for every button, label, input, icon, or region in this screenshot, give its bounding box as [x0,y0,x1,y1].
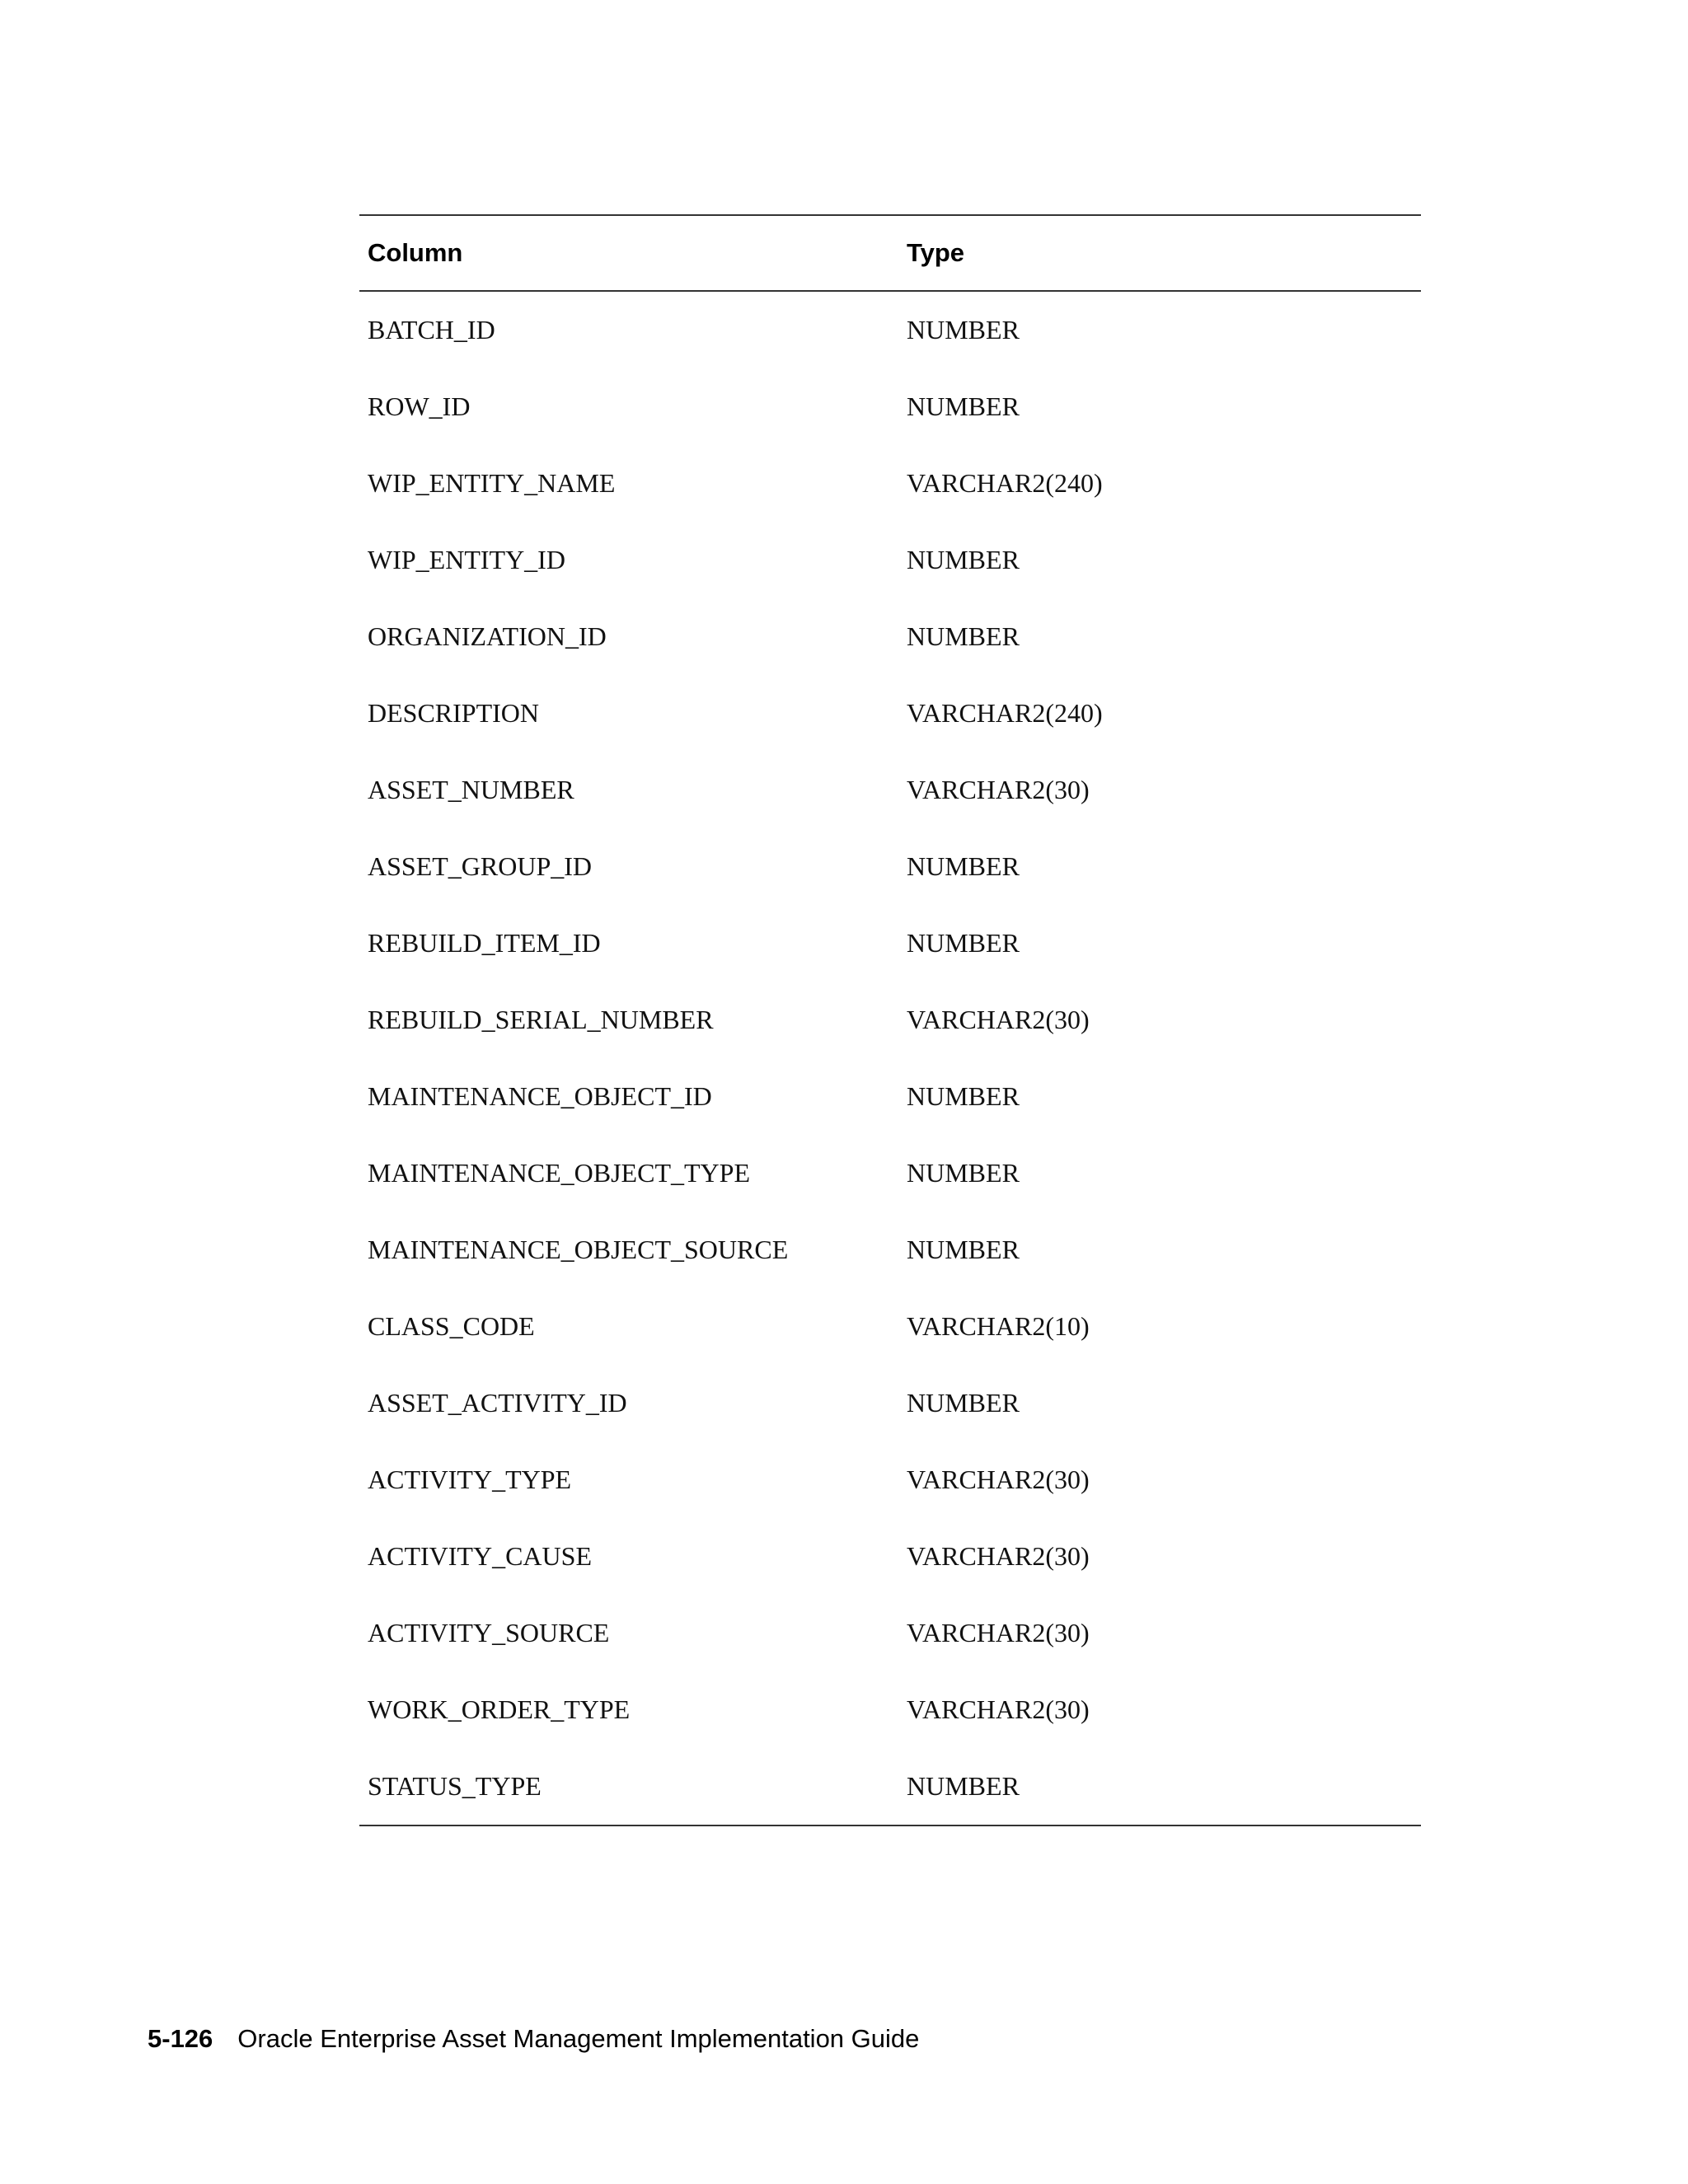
column-type-cell: NUMBER [907,1771,1020,1801]
table-row [359,828,1421,905]
column-name-cell: ASSET_NUMBER [368,775,574,804]
type-header: Type [907,238,965,267]
column-type-cell: NUMBER [907,391,1020,421]
column-name-cell: MAINTENANCE_OBJECT_TYPE [368,1158,750,1188]
table-row [359,1671,1421,1748]
table-row [359,1518,1421,1595]
table-row [359,598,1421,675]
column-type-cell: VARCHAR2(240) [907,468,1103,498]
table-row [359,1365,1421,1441]
column-name-cell: CLASS_CODE [368,1311,535,1341]
table-row [359,1058,1421,1135]
column-name-cell: WIP_ENTITY_ID [368,545,565,574]
column-type-table [359,214,1421,1826]
table-row [359,1212,1421,1288]
column-name-cell: ROW_ID [368,391,471,421]
table-row [359,445,1421,522]
column-name-cell: ACTIVITY_TYPE [368,1465,572,1494]
column-name-cell: DESCRIPTION [368,698,540,728]
table-row [359,1135,1421,1212]
column-name-cell: MAINTENANCE_OBJECT_SOURCE [368,1235,789,1264]
column-type-cell: VARCHAR2(30) [907,1618,1090,1647]
column-name-cell: WIP_ENTITY_NAME [368,468,616,498]
table-row [359,1595,1421,1671]
column-type-cell: NUMBER [907,928,1020,958]
column-name-cell: MAINTENANCE_OBJECT_ID [368,1081,712,1111]
table-row [359,291,1421,368]
table-row [359,675,1421,752]
column-name-cell: ACTIVITY_CAUSE [368,1541,592,1571]
column-name-cell: WORK_ORDER_TYPE [368,1694,631,1724]
column-type-cell: NUMBER [907,1388,1020,1418]
column-name-cell: REBUILD_SERIAL_NUMBER [368,1005,714,1034]
column-name-cell: ORGANIZATION_ID [368,621,607,651]
column-name-cell: BATCH_ID [368,315,495,344]
column-name-cell: ASSET_ACTIVITY_ID [368,1388,627,1418]
column-type-cell: NUMBER [907,621,1020,651]
column-type-cell: NUMBER [907,1235,1020,1264]
table-row [359,905,1421,982]
column-type-cell: NUMBER [907,545,1020,574]
table-row [359,1748,1421,1825]
table-header-row [359,215,1421,291]
table-row [359,1288,1421,1365]
table-row [359,522,1421,598]
column-type-cell: VARCHAR2(30) [907,1541,1090,1571]
column-name-cell: STATUS_TYPE [368,1771,542,1801]
column-type-cell: NUMBER [907,315,1020,344]
table-row [359,752,1421,828]
column-name-cell: ACTIVITY_SOURCE [368,1618,610,1647]
page-number: 5-126 [148,2024,213,2053]
column-type-cell: NUMBER [907,1081,1020,1111]
table-body [359,291,1421,1825]
column-type-cell: VARCHAR2(10) [907,1311,1090,1341]
column-name-cell: ASSET_GROUP_ID [368,851,593,881]
column-header: Column [368,238,463,267]
table-row [359,1441,1421,1518]
column-type-cell: NUMBER [907,851,1020,881]
column-type-cell: VARCHAR2(30) [907,775,1090,804]
page-footer [148,2024,919,2054]
column-name-cell: REBUILD_ITEM_ID [368,928,601,958]
column-type-cell: VARCHAR2(30) [907,1005,1090,1034]
table-row [359,982,1421,1058]
table-row [359,368,1421,445]
column-type-cell: VARCHAR2(30) [907,1465,1090,1494]
column-type-cell: NUMBER [907,1158,1020,1188]
column-type-cell: VARCHAR2(240) [907,698,1103,728]
book-title: Oracle Enterprise Asset Management Implementation Guide [237,2024,920,2053]
column-type-cell: VARCHAR2(30) [907,1694,1090,1724]
